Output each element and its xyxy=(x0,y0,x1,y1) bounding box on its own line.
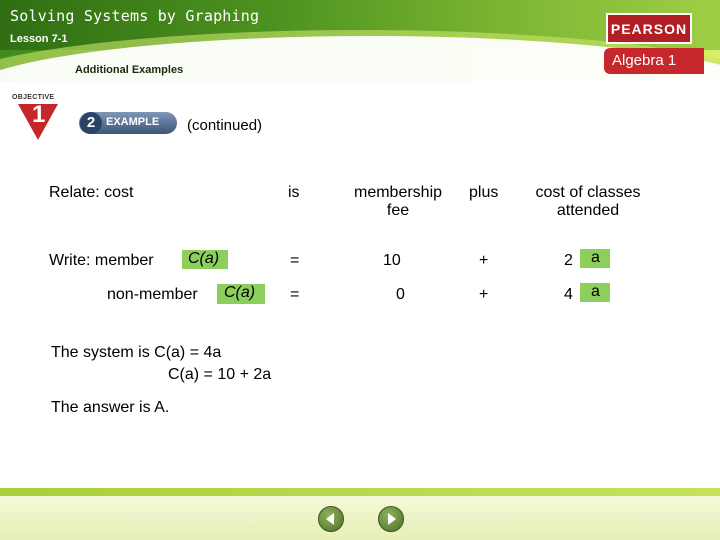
system-line-2: C(a) = 10 + 2a xyxy=(168,366,272,383)
previous-slide-button[interactable] xyxy=(318,506,344,532)
pearson-logo-text: PEARSON xyxy=(610,21,688,37)
member-equals: = xyxy=(290,252,300,269)
member-plus: + xyxy=(479,252,489,269)
member-fee-value: 10 xyxy=(383,252,401,269)
next-slide-button[interactable] xyxy=(378,506,404,532)
relate-attended: attended xyxy=(556,202,620,219)
answer-text: The answer is A. xyxy=(51,399,170,416)
nonmember-fee-value: 0 xyxy=(396,286,405,303)
relate-plus: plus xyxy=(469,184,499,201)
write-member-label: Write: member xyxy=(49,252,154,269)
member-coefficient: 2 xyxy=(564,252,573,269)
continued-label: (continued) xyxy=(187,117,263,134)
relate-cost-of-classes: cost of classes xyxy=(535,184,641,201)
nonmember-variable: a xyxy=(591,283,600,300)
relate-fee: fee xyxy=(386,202,410,219)
slide-footer xyxy=(0,488,720,540)
section-label: Additional Examples xyxy=(75,64,184,76)
nonmember-equals: = xyxy=(290,286,300,303)
nonmember-plus: + xyxy=(479,286,489,303)
objective-number: 1 xyxy=(32,101,46,128)
write-nonmember-label: non-member xyxy=(107,286,198,303)
course-badge-label: Algebra 1 xyxy=(612,52,677,69)
footer-stripe xyxy=(0,488,720,496)
relate-is: is xyxy=(288,184,300,201)
relate-label: Relate: cost xyxy=(49,184,134,201)
triangle-left-icon xyxy=(324,512,338,526)
nonmember-coefficient: 4 xyxy=(564,286,573,303)
slide-title: Solving Systems by Graphing xyxy=(10,7,260,25)
objective-label: OBJECTIVE xyxy=(12,94,55,101)
system-line-1: The system is C(a) = 4a xyxy=(51,344,222,361)
member-variable: a xyxy=(591,249,600,266)
example-number: 2 xyxy=(80,112,102,134)
lesson-label: Lesson 7-1 xyxy=(10,33,68,45)
example-label: EXAMPLE xyxy=(106,116,160,128)
triangle-right-icon xyxy=(384,512,398,526)
objective-marker xyxy=(12,94,64,142)
pearson-logo xyxy=(606,13,692,44)
relate-membership: membership xyxy=(353,184,443,201)
footer-band xyxy=(0,496,720,540)
member-cost-function: C(a) xyxy=(188,250,220,267)
nonmember-cost-function: C(a) xyxy=(224,284,256,301)
